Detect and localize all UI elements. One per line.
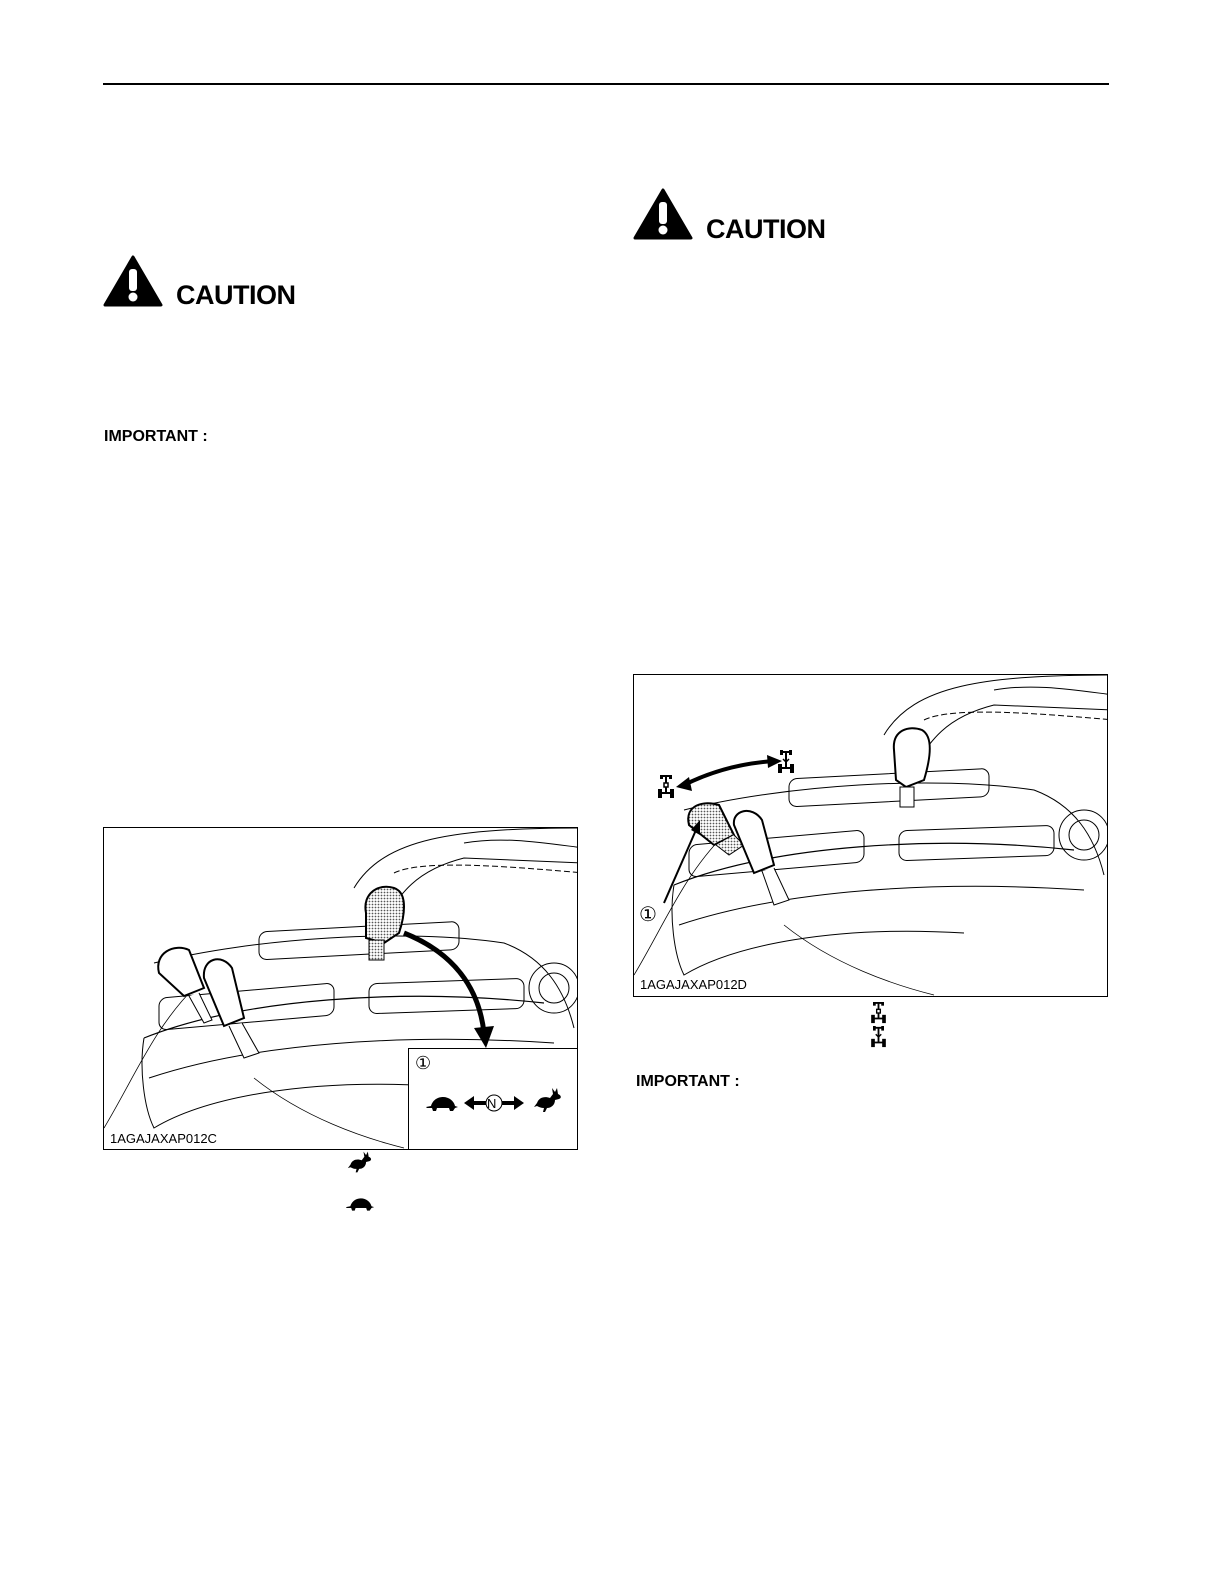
rabbit-icon bbox=[347, 1150, 373, 1174]
4wd-icon bbox=[778, 750, 794, 774]
callout-number: ① bbox=[639, 904, 657, 926]
caution-title: CAUTION bbox=[176, 280, 296, 310]
2wd-icon bbox=[658, 775, 674, 799]
warning-triangle-icon bbox=[103, 255, 163, 307]
callout-number: ① bbox=[415, 1053, 432, 1073]
turtle-icon bbox=[345, 1197, 375, 1212]
range-indicator-inset bbox=[408, 1048, 578, 1150]
important-label: IMPORTANT : bbox=[636, 1073, 740, 1090]
figure-code: 1AGAJAXAP012C bbox=[110, 1131, 217, 1146]
range-gear-shift-lever-figure bbox=[103, 827, 578, 1150]
neutral-label: N bbox=[487, 1096, 497, 1111]
header-rule bbox=[103, 83, 1109, 85]
turtle-icon bbox=[425, 1096, 459, 1112]
front-wheel-drive-lever-figure bbox=[633, 674, 1108, 997]
warning-triangle-icon bbox=[633, 188, 693, 240]
figure-code: 1AGAJAXAP012D bbox=[640, 977, 747, 992]
2wd-icon bbox=[871, 1002, 886, 1024]
4wd-icon bbox=[871, 1026, 886, 1048]
rabbit-icon bbox=[533, 1087, 563, 1113]
important-label: IMPORTANT : bbox=[104, 428, 208, 445]
caution-title: CAUTION bbox=[706, 214, 826, 244]
console-illustration bbox=[634, 675, 1107, 996]
